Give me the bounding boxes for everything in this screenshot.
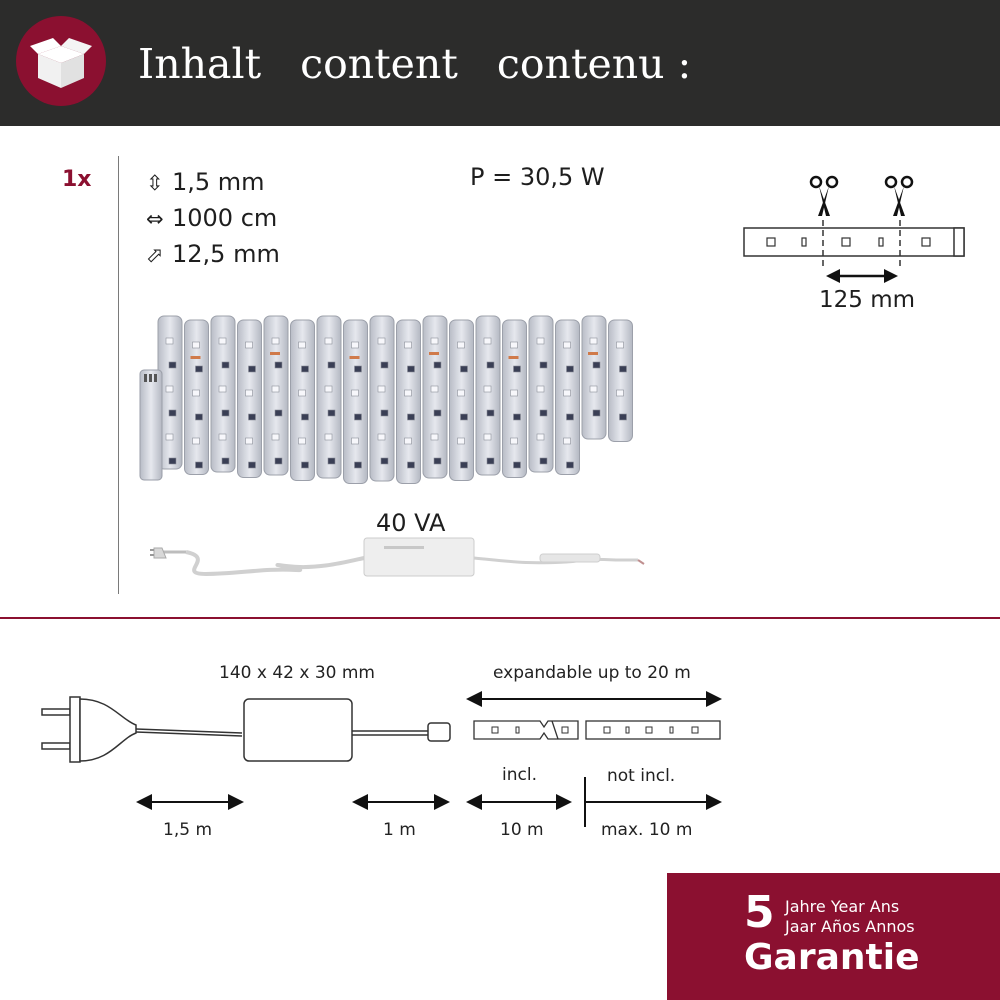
guarantee-word: Garantie	[744, 937, 920, 978]
led-chip	[537, 338, 544, 344]
led-chip	[567, 414, 574, 420]
spec-width-value: 12,5 mm	[172, 240, 280, 268]
led-chip	[461, 462, 468, 468]
led-chip	[275, 410, 282, 416]
guarantee-line-2: Jaar Años Annos	[785, 917, 915, 936]
led-chip	[325, 434, 332, 440]
led-chip	[487, 362, 494, 368]
package-box-icon	[16, 16, 106, 106]
psu-dimensions-label: 140 x 42 x 30 mm	[219, 663, 375, 683]
led-chip	[246, 390, 253, 396]
led-chip	[381, 362, 388, 368]
led-chip	[325, 338, 332, 344]
page-title: Inhalt content contenu :	[138, 40, 692, 88]
plug-cable-length: 1,5 m	[163, 820, 212, 840]
led-chip	[408, 366, 415, 372]
led-chip	[302, 414, 309, 420]
expandable-label: expandable up to 20 m	[493, 663, 691, 683]
led-chip	[567, 462, 574, 468]
led-chip	[249, 462, 256, 468]
resistor-mark	[588, 352, 598, 355]
led-chip	[514, 366, 521, 372]
led-chip	[484, 338, 491, 344]
led-chip	[431, 386, 438, 392]
led-chip	[593, 362, 600, 368]
led-chip	[567, 366, 574, 372]
guarantee-years-text	[785, 897, 915, 937]
power-plug-icon	[42, 697, 136, 762]
led-chip	[511, 390, 518, 396]
led-chip	[222, 458, 229, 464]
guarantee-line-1: Jahre Year Ans	[785, 897, 900, 916]
length-arrow-icon: ⇔	[146, 207, 164, 231]
not-included-label: not incl.	[607, 766, 676, 786]
led-chip	[590, 386, 597, 392]
resistor-mark	[270, 352, 280, 355]
led-chip	[196, 462, 203, 468]
led-chip	[355, 414, 362, 420]
led-chip	[461, 366, 468, 372]
led-chip	[514, 462, 521, 468]
package-badge	[16, 16, 106, 106]
cut-marks-diagram	[740, 168, 970, 288]
led-chip	[302, 462, 309, 468]
quantity-label: 1x	[62, 167, 92, 192]
led-chip	[196, 366, 203, 372]
included-length: 10 m	[500, 820, 544, 840]
led-chip	[219, 386, 226, 392]
led-chip	[325, 386, 332, 392]
led-chip	[169, 458, 176, 464]
led-chip	[540, 362, 547, 368]
led-chip	[434, 458, 441, 464]
led-chip	[378, 434, 385, 440]
connector-outline	[428, 723, 450, 741]
led-chip	[196, 414, 203, 420]
led-chip	[219, 338, 226, 344]
led-chip	[434, 362, 441, 368]
led-chip	[193, 438, 200, 444]
psu-cable-length: 1 m	[383, 820, 416, 840]
led-chip	[355, 366, 362, 372]
led-chip	[511, 342, 518, 348]
led-chip	[408, 462, 415, 468]
led-strip-loop	[582, 316, 606, 439]
led-chip	[249, 414, 256, 420]
spec-height	[146, 167, 265, 198]
led-chip	[487, 410, 494, 416]
led-chip	[405, 390, 412, 396]
led-chip	[620, 414, 627, 420]
section-divider-horizontal	[0, 617, 1000, 619]
led-chip	[275, 458, 282, 464]
led-chip	[405, 438, 412, 444]
led-chip	[617, 342, 624, 348]
led-chip	[405, 342, 412, 348]
resistor-mark	[191, 356, 201, 359]
led-chip	[272, 434, 279, 440]
led-chip	[275, 362, 282, 368]
section-divider-vertical	[118, 156, 119, 594]
included-label: incl.	[502, 765, 537, 785]
spec-length	[146, 203, 277, 234]
led-chip	[537, 386, 544, 392]
led-chip	[249, 366, 256, 372]
led-chip	[540, 458, 547, 464]
led-chip	[222, 410, 229, 416]
led-chip	[352, 438, 359, 444]
led-chip	[219, 434, 226, 440]
led-chip	[484, 434, 491, 440]
led-chip	[352, 390, 359, 396]
led-chip	[328, 458, 335, 464]
led-chip	[299, 390, 306, 396]
scissors-icon	[886, 177, 912, 216]
led-chip	[487, 458, 494, 464]
led-chip	[381, 410, 388, 416]
not-included-length: max. 10 m	[601, 820, 693, 840]
guarantee-years: 5	[744, 887, 775, 938]
resistor-mark	[509, 356, 519, 359]
cut-interval-label: 125 mm	[819, 287, 916, 313]
led-chip	[222, 362, 229, 368]
power-supply-cable-image	[146, 528, 652, 588]
led-chip	[593, 410, 600, 416]
led-chip	[617, 390, 624, 396]
led-chip	[381, 458, 388, 464]
power-rating: P = 30,5 W	[470, 163, 605, 191]
led-chip	[166, 434, 173, 440]
led-chip	[458, 438, 465, 444]
resistor-mark	[429, 352, 439, 355]
psu-outline	[244, 699, 352, 761]
led-chip	[246, 438, 253, 444]
led-chip	[431, 338, 438, 344]
led-chip	[166, 386, 173, 392]
led-chip	[458, 342, 465, 348]
led-chip	[166, 338, 173, 344]
led-chip	[169, 410, 176, 416]
led-chip	[620, 366, 627, 372]
led-chip	[434, 410, 441, 416]
led-chip	[378, 386, 385, 392]
spec-height-value: 1,5 mm	[172, 168, 265, 196]
led-strip-reel-image	[134, 308, 654, 488]
led-chip	[564, 342, 571, 348]
spec-width	[146, 239, 280, 270]
led-chip	[299, 438, 306, 444]
led-chip	[378, 338, 385, 344]
led-chip	[511, 438, 518, 444]
spec-length-value: 1000 cm	[172, 204, 278, 232]
psu-rating-label: 40 VA	[376, 509, 446, 537]
led-chip	[540, 410, 547, 416]
led-chip	[461, 414, 468, 420]
led-chip	[328, 362, 335, 368]
resistor-mark	[350, 356, 360, 359]
led-chip	[458, 390, 465, 396]
led-chip	[355, 462, 362, 468]
led-chip	[537, 434, 544, 440]
led-chip	[328, 410, 335, 416]
led-chip	[193, 342, 200, 348]
width-diagonal-arrow-icon: ⬀	[146, 243, 164, 267]
led-chip	[514, 414, 521, 420]
led-chip	[352, 342, 359, 348]
led-chip	[431, 434, 438, 440]
led-chip	[484, 386, 491, 392]
height-arrow-icon: ⇳	[146, 171, 164, 195]
led-chip	[272, 338, 279, 344]
scissors-icon	[811, 177, 837, 216]
led-chip	[590, 338, 597, 344]
led-chip	[193, 390, 200, 396]
led-chip	[169, 362, 176, 368]
led-strip-loop	[609, 320, 633, 442]
led-chip	[564, 390, 571, 396]
led-chip	[564, 438, 571, 444]
led-chip	[302, 366, 309, 372]
led-chip	[246, 342, 253, 348]
led-chip	[408, 414, 415, 420]
led-chip	[299, 342, 306, 348]
led-chip	[272, 386, 279, 392]
